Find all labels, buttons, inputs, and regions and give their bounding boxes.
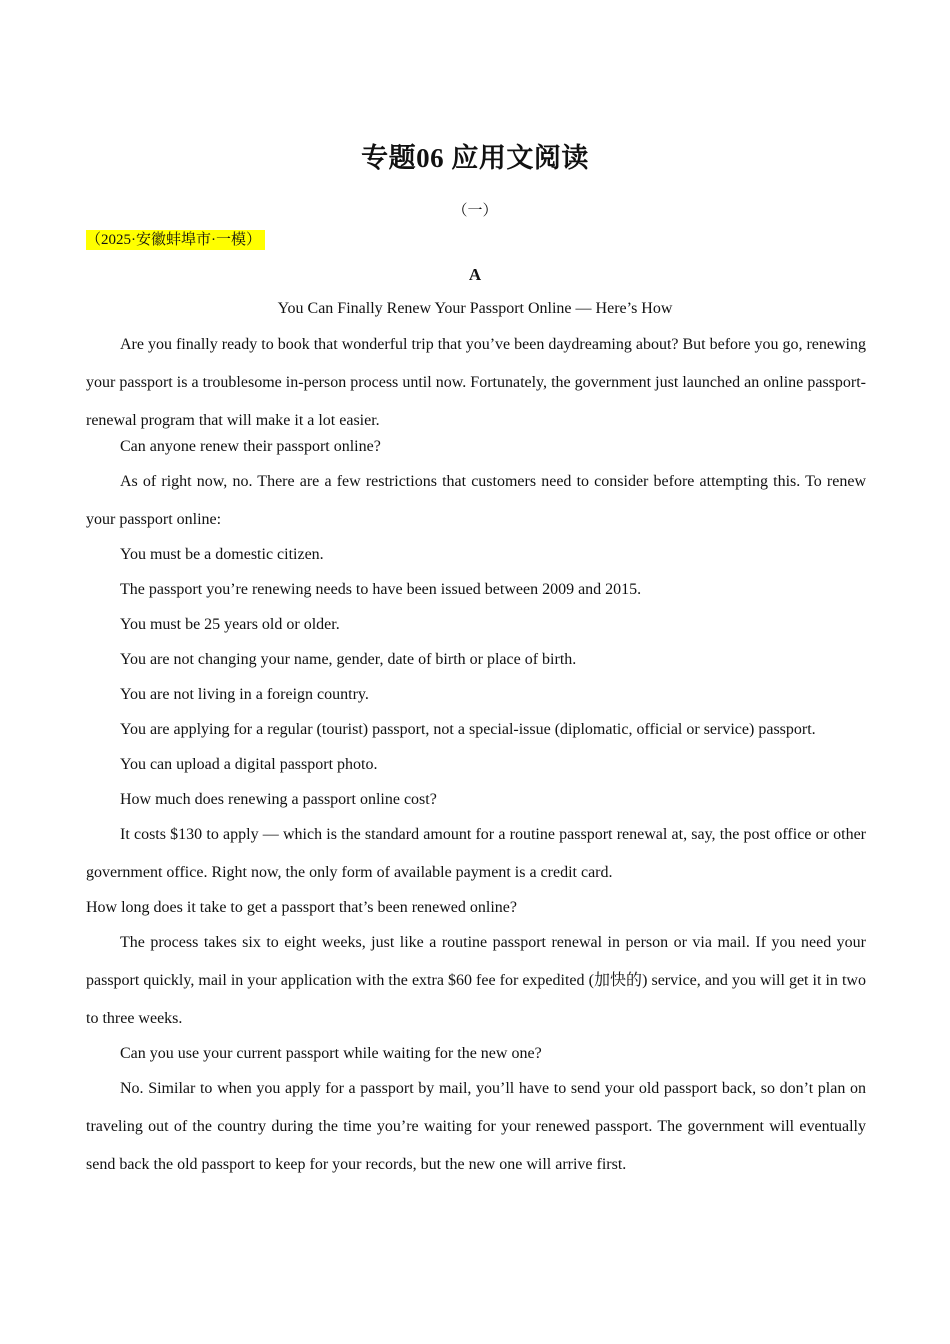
paragraph: It costs $130 to apply — which is the standard amount for a routine passport renewal at, say, the post office or other government office. Right now, the only form of available payment is a credit card. (86, 826, 866, 881)
requirement-item: You are not living in a foreign country. (120, 686, 369, 703)
question-heading: Can you use your current passport while waiting for the new one? (120, 1045, 542, 1062)
requirement-item: You are applying for a regular (tourist) passport, not a special-issue (diplomatic, official or service) passport. (120, 721, 816, 738)
requirement-item: The passport you’re renewing needs to have been issued between 2009 and 2015. (120, 581, 642, 598)
requirement-item: You must be a domestic citizen. (120, 546, 324, 563)
section-number: （一） (452, 203, 498, 219)
document-title: 专题06 应用文阅读 (361, 143, 589, 173)
requirement-item: You can upload a digital passport photo. (120, 756, 378, 773)
passage-letter: A (468, 265, 482, 284)
question-heading: How much does renewing a passport online cost? (120, 791, 437, 808)
paragraph-intro: Are you finally ready to book that wonderful trip that you’ve been daydreaming about? But before you go, renewing your passport is a troublesome in-person process until now. Fortunately, the government just launched an online passport-renewal program that will make it a lot easier. (86, 336, 866, 429)
requirement-item: You must be 25 years old or older. (120, 616, 340, 633)
source-tag: （2025·安徽蚌埠市·一模） (86, 230, 265, 250)
passage-body (86, 335, 866, 1190)
requirement-item: You are not changing your name, gender, date of birth or place of birth. (120, 651, 577, 668)
paragraph: The process takes six to eight weeks, just like a routine passport renewal in person or via mail. If you need your passport quickly, mail in your application with the extra $60 fee for expedited (加快的) service, and you will get it in two to three weeks. (86, 934, 866, 1027)
paragraph: As of right now, no. There are a few restrictions that customers need to consider before attempting this. To renew your passport online: (86, 473, 866, 528)
question-heading: Can anyone renew their passport online? (120, 438, 381, 455)
question-heading: How long does it take to get a passport that’s been renewed online? (86, 899, 517, 916)
passage-headline: You Can Finally Renew Your Passport Online — Here’s How (277, 300, 673, 317)
paragraph: No. Similar to when you apply for a passport by mail, you’ll have to send your old passport back, so don’t plan on traveling out of the country during the time you’re waiting for your renewed passport. The government will eventually send back the old passport to keep for your records, but the new one will arrive first. (86, 1080, 866, 1173)
